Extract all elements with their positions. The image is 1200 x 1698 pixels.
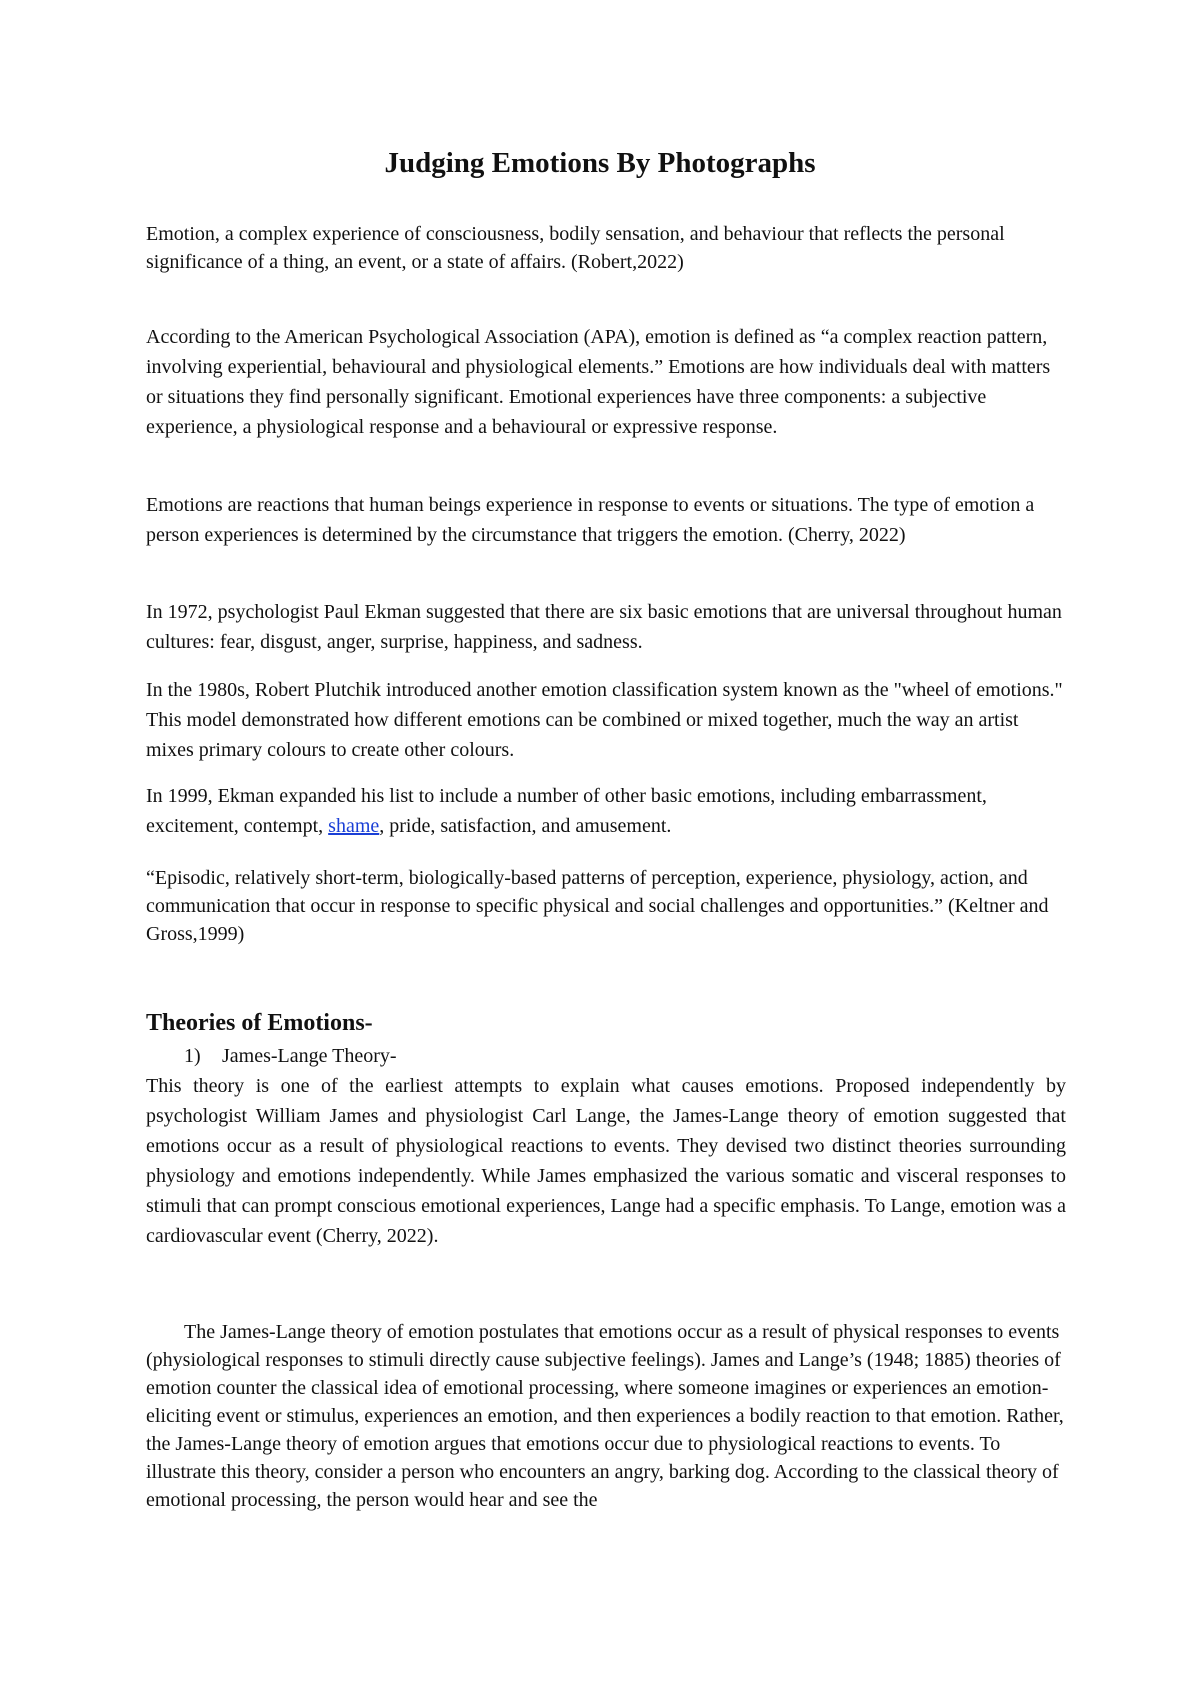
list-item-label: James-Lange Theory-: [222, 1045, 397, 1067]
list-item-james-lange: [184, 1041, 397, 1071]
paragraph-james-lange-postulate: The James-Lange theory of emotion postulates that emotions occur as a result of physical responses to events (physiological responses to stimuli directly cause subjective feelings). James and Lange’s (1948; 1885) theories of emotion counter the classical idea of emotional processing, where someone imagines or experiences an emotion-eliciting event or stimulus, experiences an emotion, and then experiences a bodily reaction to that emotion. Rather, the James-Lange theory of emotion argues that emotions occur due to physiological reactions to events. To illustrate this theory, consider a person who encounters an angry, barking dog. According to the classical theory of emotional processing, the person would hear and see the: [146, 1321, 1064, 1511]
paragraph-keltner-gross-quote: “Episodic, relatively short-term, biologically-based patterns of perception, experience, physiology, action, and communication that occur in response to specific physical and social challenges and opportunities.” (Keltner and Gross,1999): [146, 867, 1049, 945]
list-item-number: 1): [184, 1045, 201, 1067]
shame-link[interactable]: shame: [328, 815, 380, 837]
paragraph-apa-definition: According to the American Psychological Association (APA), emotion is defined as “a complex reaction pattern, involving experiential, behavioural and physiological elements.” Emotions are how individuals deal with matters or situations they find personally significant. Emotional experiences have three components: a subjective experience, a physiological response and a behavioural or expressive response.: [146, 326, 1051, 438]
paragraph-ekman-1999-text-b: , pride, satisfaction, and amusement.: [379, 815, 672, 837]
paragraph-emotion-definition: Emotion, a complex experience of consciousness, bodily sensation, and behaviour that reflects the personal significance of a thing, an event, or a state of affairs. (Robert,2022): [146, 223, 1005, 273]
document-title: Judging Emotions By Photographs: [384, 147, 816, 179]
paragraph-ekman-1972: In 1972, psychologist Paul Ekman suggested that there are six basic emotions that are universal throughout human cultures: fear, disgust, anger, surprise, happiness, and sadness.: [146, 601, 1062, 653]
paragraph-emotions-reactions: Emotions are reactions that human beings experience in response to events or situations. The type of emotion a person experiences is determined by the circumstance that triggers the emotion. (Cherry, 2022): [146, 494, 1035, 546]
paragraph-ekman-1999-text-a: In 1999, Ekman expanded his list to include a number of other basic emotions, including embarrassment, excitement, contempt,: [146, 785, 987, 837]
paragraph-ekman-1999: [146, 781, 1066, 841]
paragraph-plutchik: In the 1980s, Robert Plutchik introduced another emotion classification system known as the "wheel of emotions." This model demonstrated how different emotions can be combined or mixed together, much the way an artist mixes primary colours to create other colours.: [146, 679, 1063, 761]
section-heading-theories: Theories of Emotions-: [146, 1010, 373, 1036]
paragraph-james-lange-intro: This theory is one of the earliest attempts to explain what causes emotions. Proposed independently by psychologist William James and physiologist Carl Lange, the James-Lange theory of emotion suggested that emotions occur as a result of physiological reactions to events. They devised two distinct theories surrounding physiology and emotions independently. While James emphasized the various somatic and visceral responses to stimuli that can prompt conscious emotional experiences, Lange had a specific emphasis. To Lange, emotion was a cardiovascular event (Cherry, 2022).: [146, 1075, 1066, 1247]
